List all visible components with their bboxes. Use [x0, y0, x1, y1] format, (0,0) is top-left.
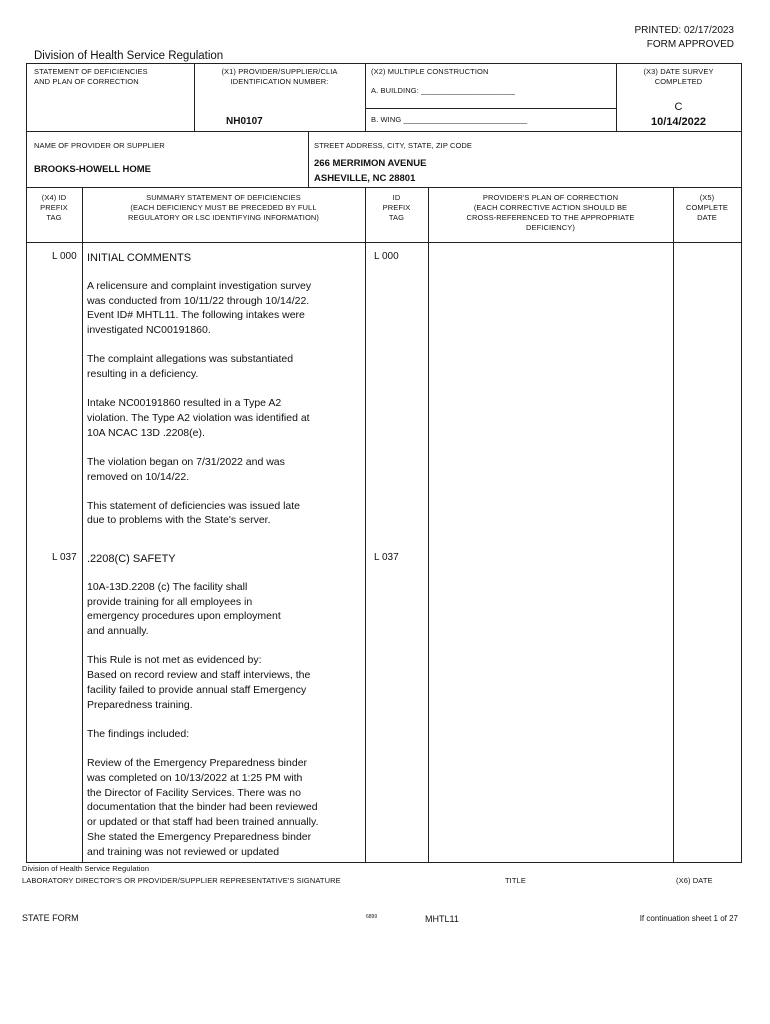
survey-completed-date: 10/14/2022 [650, 116, 707, 128]
event-id: MHTL11 [425, 914, 459, 924]
multiple-construction-label: (X2) MULTIPLE CONSTRUCTION [371, 67, 489, 76]
form-number: 6899 [366, 914, 378, 920]
deficiency-l037 [87, 552, 363, 860]
paragraph: Intake NC00191860 resulted in a Type A2 violation. The Type A2 violation was identified at 10A NCAC 13D .2208(e). [87, 397, 310, 439]
building-field: A. BUILDING: ______________________ [371, 86, 516, 95]
paragraph: 10A-13D.2208 (c) The facility shall provide training for all employees in emergency procedures upon employment and annually. [87, 580, 281, 638]
entry-title: INITIAL COMMENTS [87, 252, 192, 264]
deficiency-l000 [87, 251, 363, 542]
state-form-label: STATE FORM [22, 913, 79, 923]
title-label: TITLE [505, 876, 526, 885]
plan-header-note-1: (EACH CORRECTIVE ACTION SHOULD BE [473, 203, 628, 213]
paragraph: Review of the Emergency Preparedness binder was completed on 10/13/2022 at 1:25 PM with the Director of Facility Services. There was no documentation that the binder had been reviewed or updated or that staff had been trained annually. She stated the Emergency Preparedness binder and training was not reviewed or updated [87, 756, 319, 859]
wing-field: B. WING _____________________________ [371, 115, 528, 124]
paragraph: The violation began on 7/31/2022 and was removed on 10/14/22. [87, 455, 285, 483]
division-title: Division of Health Service Regulation [34, 50, 224, 62]
paragraph: A relicensure and complaint investigation survey was conducted from 10/11/22 through 10/14/22. Event ID# MHTL11. The following intakes were investigated NC00191860. [87, 279, 312, 337]
plan-header-note-2: CROSS-REFERENCED TO THE APPROPRIATE [466, 213, 635, 223]
x4-prefix-header: PREFIX [40, 203, 68, 213]
tag-l000: L 000 [52, 251, 77, 262]
id-tag-l000: L 000 [374, 251, 399, 262]
id-tag-header: TAG [388, 213, 405, 223]
plan-header-note-3: DEFICIENCY) [525, 223, 576, 233]
paragraph: This Rule is not met as evidenced by: Based on record review and staff interviews, the facility failed to provide annual staff Emergency Preparedness training. [87, 654, 311, 711]
x5-header: (X5) [699, 193, 715, 202]
form-approved: FORM APPROVED [646, 38, 734, 50]
identification-number-label: IDENTIFICATION NUMBER: [230, 77, 329, 87]
tag-l037: L 037 [52, 552, 77, 563]
date-header: DATE [697, 213, 717, 223]
provider-id-number: NH0107 [226, 116, 263, 127]
plan-of-correction-label: AND PLAN OF CORRECTION [34, 77, 139, 87]
paragraph: The complaint allegations was substantiated resulting in a deficiency. [87, 353, 294, 381]
address-label: STREET ADDRESS, CITY, STATE, ZIP CODE [314, 141, 473, 150]
printed-date: PRINTED: 02/17/2023 [634, 25, 734, 36]
summary-header-note-1: (EACH DEFICIENCY MUST BE PRECEDED BY FULL [130, 203, 317, 213]
summary-header: SUMMARY STATEMENT OF DEFICIENCIES [146, 193, 301, 202]
x6-date-label: (X6) DATE [676, 876, 713, 885]
address-street: 266 MERRIMON AVENUE [314, 158, 427, 169]
paragraph: The findings included: [87, 727, 190, 740]
x1-label: (X1) PROVIDER/SUPPLIER/CLIA [221, 67, 338, 76]
completed-label: COMPLETED [654, 77, 703, 87]
provider-name-label: NAME OF PROVIDER OR SUPPLIER [34, 141, 165, 150]
paragraph: This statement of deficiencies was issued late due to problems with the State's server. [87, 499, 301, 527]
plan-header: PROVIDER'S PLAN OF CORRECTION [482, 193, 619, 202]
id-prefix-header: PREFIX [382, 203, 411, 213]
x4-tag-header: TAG [46, 213, 62, 223]
statement-label: STATEMENT OF DEFICIENCIES [34, 67, 148, 76]
x4-id-header: (X4) ID [41, 193, 67, 202]
date-survey-label: (X3) DATE SURVEY [643, 67, 714, 76]
survey-code: C [674, 101, 683, 113]
provider-name: BROOKS-HOWELL HOME [34, 164, 151, 175]
address-city: ASHEVILLE, NC 28801 [314, 173, 416, 185]
entry-title: .2208(C) SAFETY [87, 553, 176, 565]
id-header: ID [392, 193, 401, 202]
id-tag-l037: L 037 [374, 552, 399, 563]
complete-header: COMPLETE [685, 203, 729, 213]
footer-division: Division of Health Service Regulation [22, 864, 150, 873]
summary-header-note-2: REGULATORY OR LSC IDENTIFYING INFORMATION) [127, 213, 320, 223]
signature-label: LABORATORY DIRECTOR'S OR PROVIDER/SUPPLIER REPRESENTATIVE'S SIGNATURE [22, 876, 341, 885]
continuation-sheet: If continuation sheet 1 of 27 [639, 914, 738, 923]
